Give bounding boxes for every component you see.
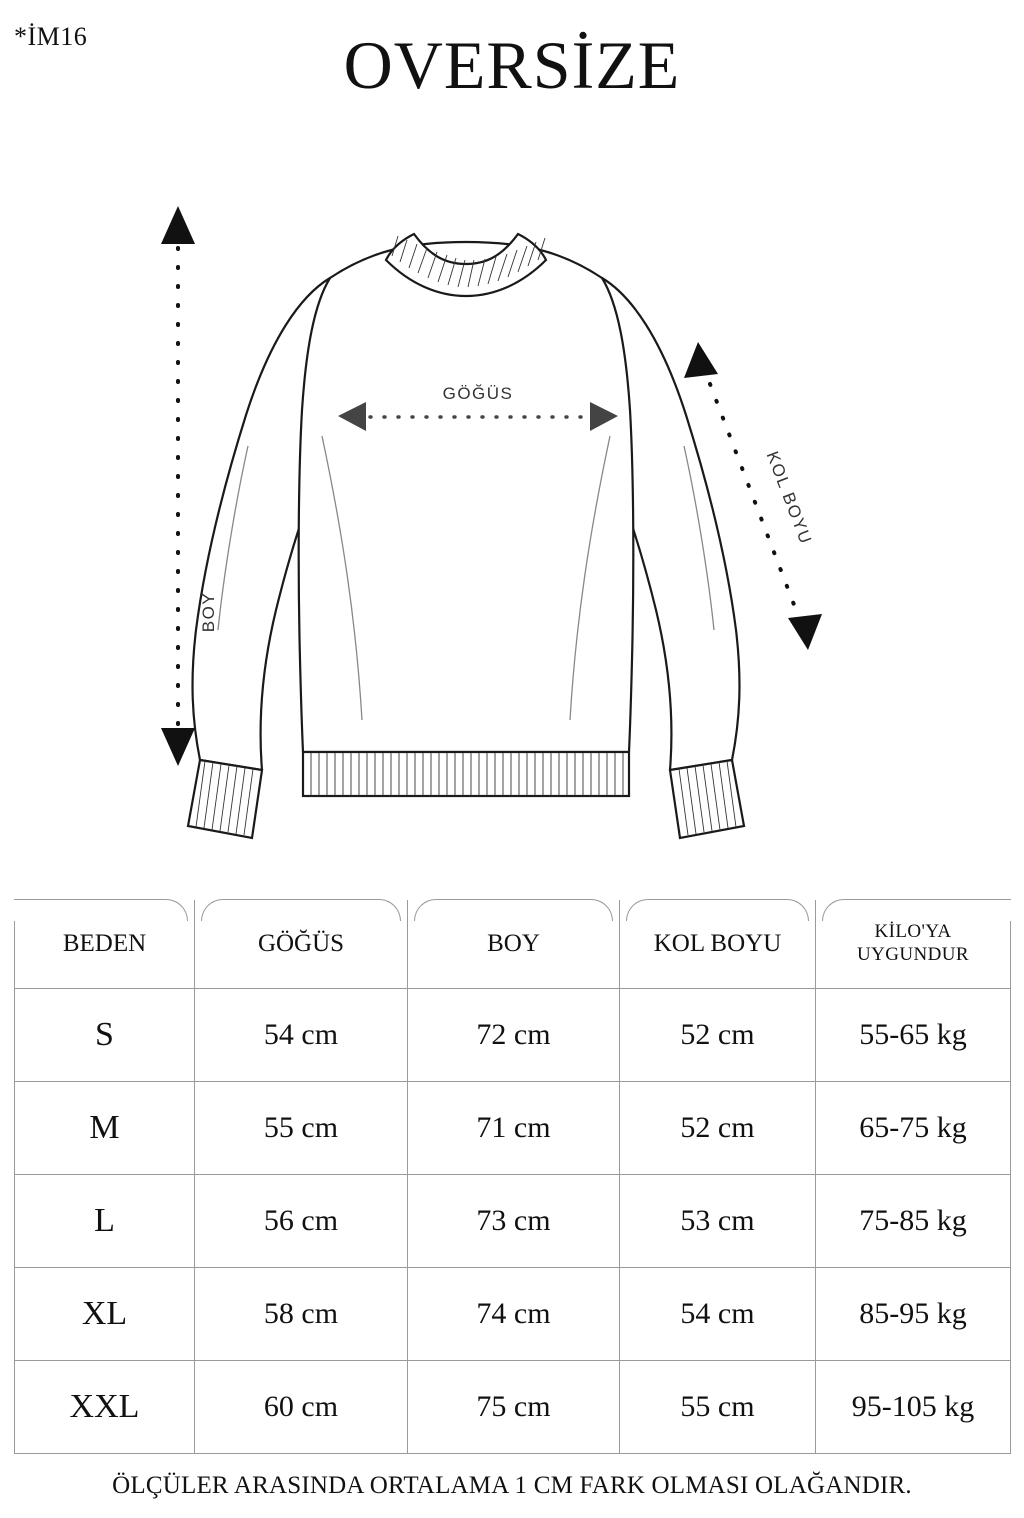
cell-sleeve: 53 cm xyxy=(620,1174,816,1267)
cell-chest: 58 cm xyxy=(195,1267,408,1360)
cell-length: 71 cm xyxy=(408,1081,620,1174)
length-dimension-arrow xyxy=(161,206,195,766)
column-header-kiloya-uygundur xyxy=(816,900,1011,988)
table-row xyxy=(15,1267,1011,1360)
cell-weight: 65-75 kg xyxy=(816,1081,1011,1174)
length-label: BOY xyxy=(199,591,218,633)
cell-weight: 55-65 kg xyxy=(816,988,1011,1081)
cell-size: XXL xyxy=(15,1360,195,1453)
cell-chest: 55 cm xyxy=(195,1081,408,1174)
column-header-label: BEDEN xyxy=(62,929,147,957)
cell-weight: 75-85 kg xyxy=(816,1174,1011,1267)
cell-sleeve: 52 cm xyxy=(620,1081,816,1174)
cell-size: S xyxy=(15,988,195,1081)
column-header-beden xyxy=(15,900,195,988)
table-header-row xyxy=(15,900,1011,988)
table-row xyxy=(15,1360,1011,1453)
cell-sleeve: 52 cm xyxy=(620,988,816,1081)
column-header-boy xyxy=(408,900,620,988)
garment-diagram xyxy=(0,200,1024,890)
cell-chest: 60 cm xyxy=(195,1360,408,1453)
size-chart-table xyxy=(14,900,1011,1454)
cell-size: M xyxy=(15,1081,195,1174)
measurement-tolerance-note: ÖLÇÜLER ARASINDA ORTALAMA 1 CM FARK OLMASI OLAĞANDIR. xyxy=(112,1472,912,1499)
cell-length: 72 cm xyxy=(408,988,620,1081)
table-row xyxy=(15,988,1011,1081)
column-header-label-line1: KİLO'YA xyxy=(874,921,952,943)
cell-weight: 85-95 kg xyxy=(816,1267,1011,1360)
chest-label: GÖĞÜS xyxy=(442,384,514,403)
cell-sleeve: 55 cm xyxy=(620,1360,816,1453)
cell-size: L xyxy=(15,1174,195,1267)
page-title: OVERSİZE xyxy=(343,27,681,103)
cell-weight: 95-105 kg xyxy=(816,1360,1011,1453)
sleeve-label: KOL BOYU xyxy=(762,448,816,548)
cell-length: 74 cm xyxy=(408,1267,620,1360)
cell-length: 75 cm xyxy=(408,1360,620,1453)
cell-length: 73 cm xyxy=(408,1174,620,1267)
column-header-gogus xyxy=(195,900,408,988)
cell-sleeve: 54 cm xyxy=(620,1267,816,1360)
column-header-label-line2: UYGUNDUR xyxy=(857,943,969,965)
table-row xyxy=(15,1174,1011,1267)
product-code: *İM16 xyxy=(14,22,88,51)
cell-size: XL xyxy=(15,1267,195,1360)
table-row xyxy=(15,1081,1011,1174)
cell-chest: 56 cm xyxy=(195,1174,408,1267)
column-header-label: GÖĞÜS xyxy=(257,929,345,957)
cell-chest: 54 cm xyxy=(195,988,408,1081)
column-header-kol-boyu xyxy=(620,900,816,988)
column-header-label: KOL BOYU xyxy=(653,929,782,957)
column-header-label: BOY xyxy=(487,929,540,957)
